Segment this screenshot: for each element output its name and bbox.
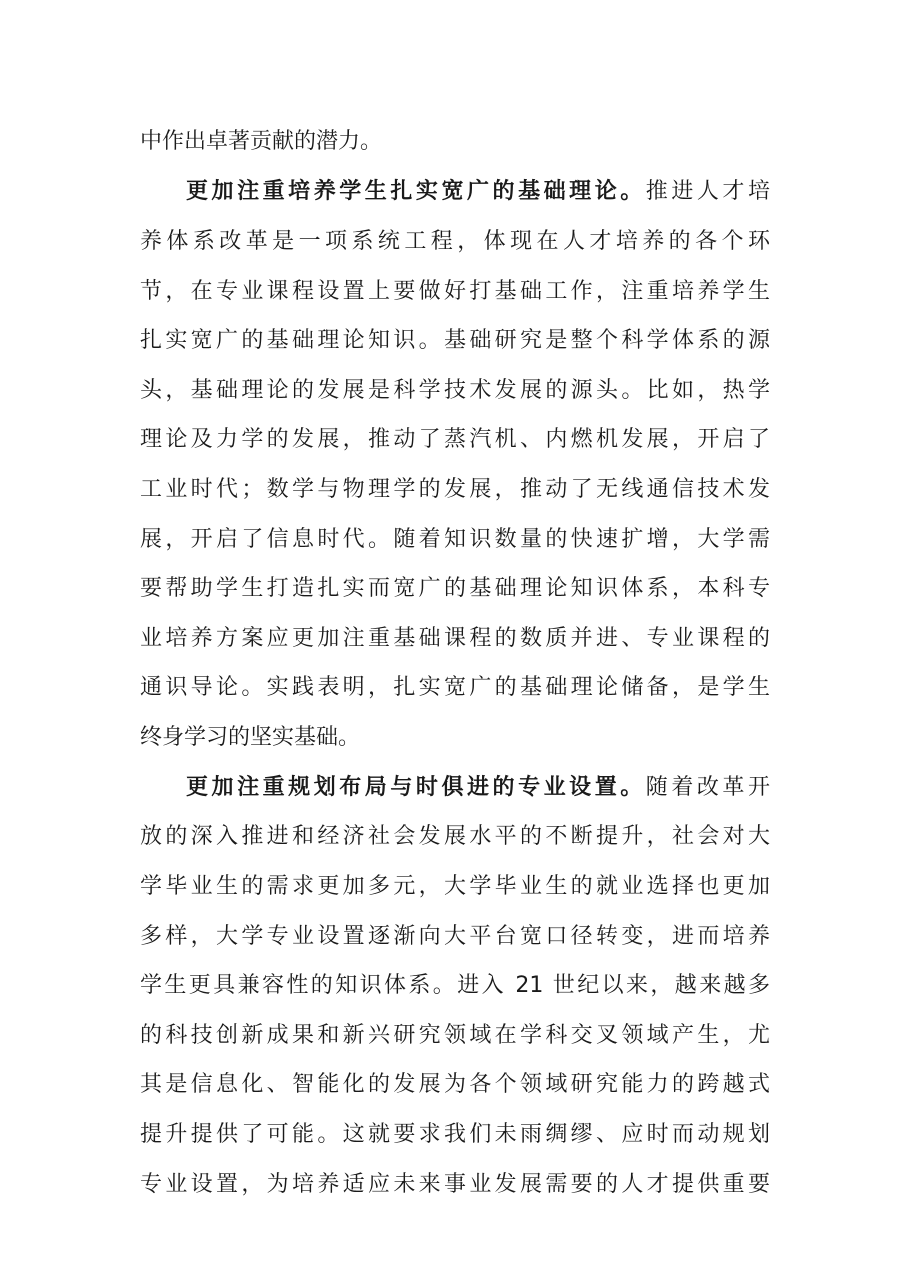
paragraph-line: 理论及力学的发展，推动了蒸汽机、内燃机发展，开启了 <box>140 427 770 452</box>
paragraph-line: 业培养方案应更加注重基础课程的数质并进、专业课程的 <box>140 626 770 651</box>
paragraph-line: 节，在专业课程设置上要做好打基础工作，注重培养学生 <box>140 279 770 304</box>
paragraph-line: 工业时代；数学与物理学的发展，推动了无线通信技术发 <box>140 477 770 502</box>
paragraph-line: 更加注重培养学生扎实宽广的基础理论。推进人才培 <box>186 179 770 204</box>
paragraph-line: 提升提供了可能。这就要求我们未雨绸缪、应时而动规划 <box>140 1122 770 1147</box>
paragraph-line: 养体系改革是一项系统工程，体现在人才培养的各个环 <box>140 229 770 254</box>
paragraph-line: 的科技创新成果和新兴研究领域在学科交叉领域产生，尤 <box>140 1023 770 1048</box>
paragraph-line: 中作出卓著贡献的潜力。 <box>140 129 383 154</box>
paragraph-line: 多样，大学专业设置逐渐向大平台宽口径转变，进而培养 <box>140 924 770 949</box>
paragraph-line: 学毕业生的需求更加多元，大学毕业生的就业选择也更加 <box>140 874 770 899</box>
paragraph-line: 头，基础理论的发展是科学技术发展的源头。比如，热学 <box>140 378 770 403</box>
paragraph-line: 专业设置，为培养适应未来事业发展需要的人才提供重要 <box>140 1172 770 1197</box>
section-heading: 更加注重培养学生扎实宽广的基础理论。 <box>186 179 646 204</box>
section-heading: 更加注重规划布局与时俱进的专业设置。 <box>186 775 646 800</box>
paragraph-line: 学生更具兼容性的知识体系。进入 21 世纪以来，越来越多 <box>140 973 770 998</box>
paragraph-line: 更加注重规划布局与时俱进的专业设置。随着改革开 <box>186 775 770 800</box>
paragraph-line: 扎实宽广的基础理论知识。基础研究是整个科学体系的源 <box>140 328 770 353</box>
paragraph-line: 其是信息化、智能化的发展为各个领域研究能力的跨越式 <box>140 1072 770 1097</box>
paragraph-line: 通识导论。实践表明，扎实宽广的基础理论储备，是学生 <box>140 675 770 700</box>
paragraph-line: 终身学习的坚实基础。 <box>140 725 361 750</box>
paragraph-line: 展，开启了信息时代。随着知识数量的快速扩增，大学需 <box>140 527 770 552</box>
paragraph-line: 放的深入推进和经济社会发展水平的不断提升，社会对大 <box>140 824 770 849</box>
paragraph-line: 要帮助学生打造扎实而宽广的基础理论知识体系，本科专 <box>140 576 770 601</box>
